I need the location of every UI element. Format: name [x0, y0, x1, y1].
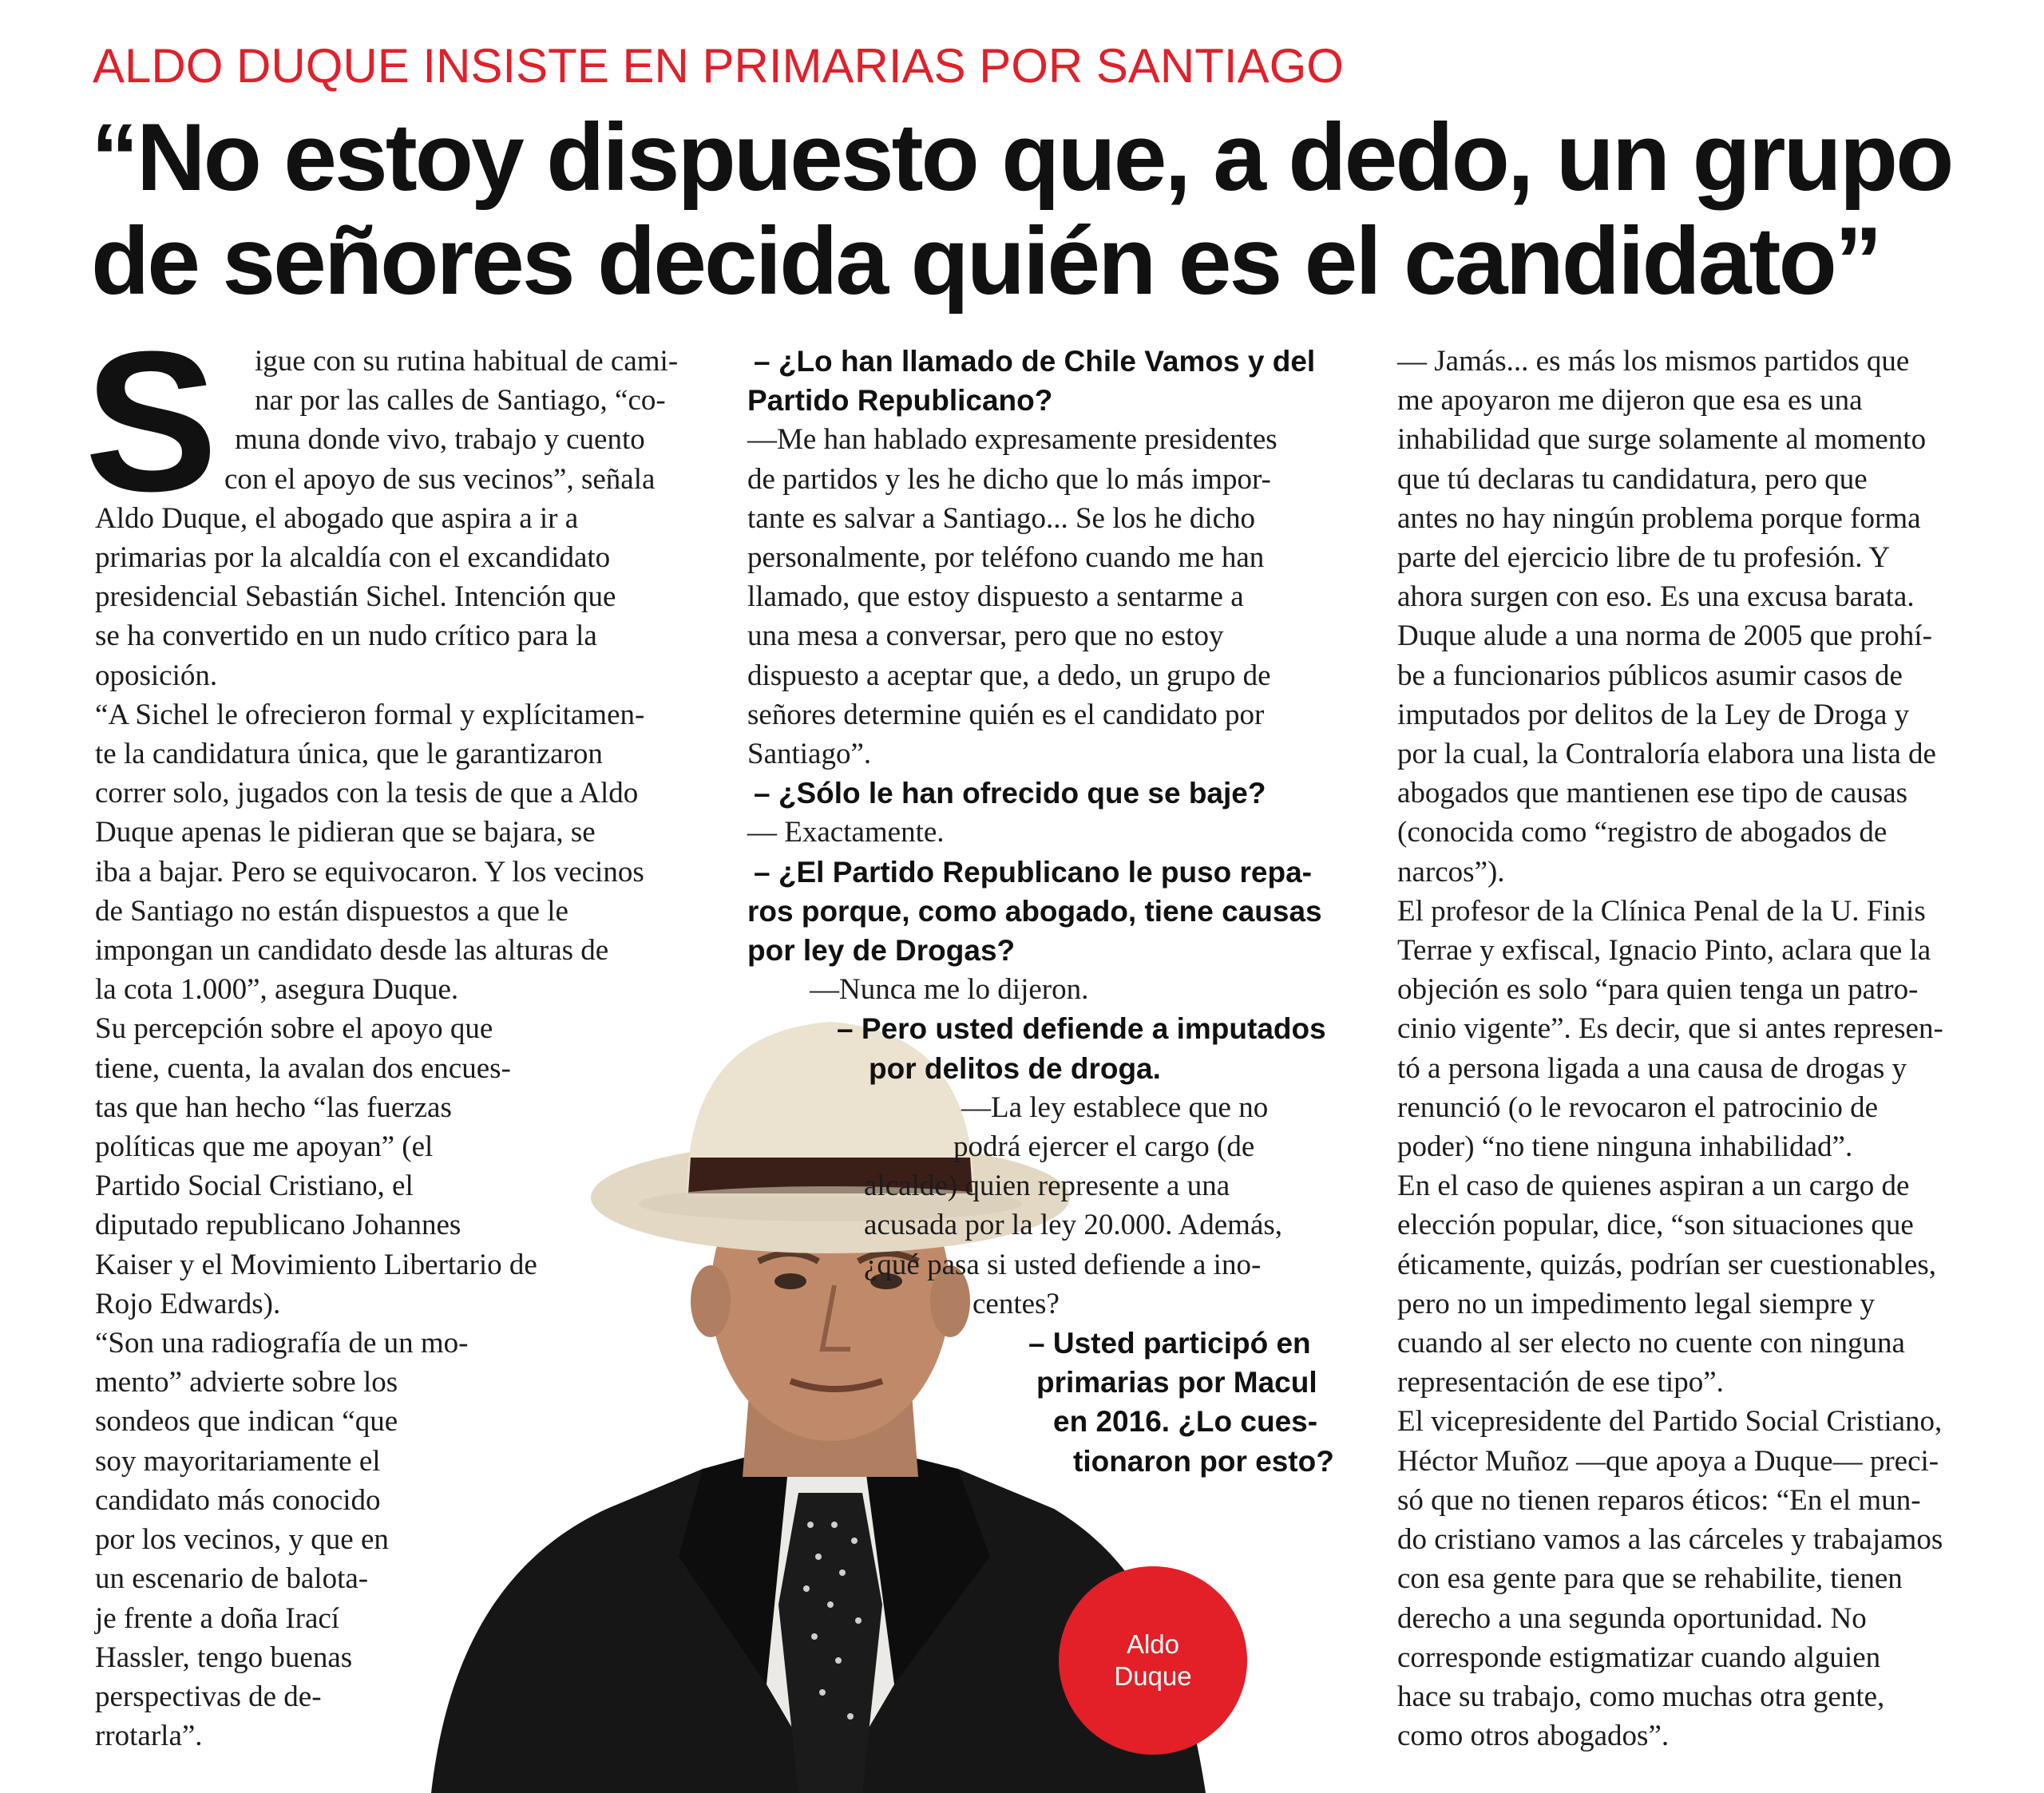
text-line: —Me han hablado expresamente presidentes: [747, 423, 1278, 457]
text-line: Hassler, tengo buenas: [95, 1641, 353, 1674]
text-line: só que no tienen reparos éticos: “En el mun-: [1397, 1483, 1921, 1517]
text-line: poder) “no tiene ninguna inhabilidad”.: [1397, 1130, 1853, 1164]
text-line: Kaiser y el Movimiento Libertario de: [95, 1248, 537, 1281]
interview-question: tionaron por esto?: [1073, 1444, 1334, 1478]
text-line: personalmente, por teléfono cuando me han: [747, 541, 1265, 575]
text-line: igue con su rutina habitual de cami-: [255, 345, 679, 378]
text-line: oposición.: [95, 659, 218, 692]
drop-cap: S: [85, 310, 218, 532]
text-line: En el caso de quienes aspiran a un cargo de: [1397, 1170, 1910, 1203]
text-line: representación de ese tipo”.: [1397, 1366, 1724, 1399]
text-line: impongan un candidato desde las alturas de: [95, 934, 609, 968]
text-line: abogados que mantienen ese tipo de causas: [1397, 777, 1908, 810]
text-line: con esa gente para que se rehabilite, tienen: [1397, 1562, 1903, 1596]
text-line: se ha convertido en un nudo crítico para la: [95, 619, 597, 653]
text-line: candidato más conocido: [95, 1483, 381, 1517]
text-line: primarias por la alcaldía con el excandidato: [95, 541, 611, 575]
caption-first-name: Aldo: [1126, 1629, 1180, 1659]
photo-caption-badge: [1059, 1566, 1247, 1755]
text-line: renunció (o le revocaron el patrocinio de: [1397, 1090, 1879, 1124]
text-line: muna donde vivo, trabajo y cuento: [235, 423, 645, 457]
text-line: Terrae y exfiscal, Ignacio Pinto, aclara que la: [1397, 934, 1931, 968]
article-headline: [91, 105, 2007, 313]
text-line: Santiago”.: [747, 738, 872, 771]
text-line: diputado republicano Johannes: [95, 1209, 461, 1242]
text-line: El vicepresidente del Partido Social Cristiano,: [1397, 1405, 1943, 1439]
text-line: — Exactamente.: [747, 816, 945, 849]
interview-question: – Pero usted defiende a imputados: [837, 1012, 1326, 1046]
text-line: parte del ejercicio libre de tu profesión. Y: [1397, 541, 1891, 575]
text-line: cuando al ser electo no cuente con ninguna: [1397, 1327, 1905, 1360]
text-line: como otros abogados”.: [1397, 1720, 1670, 1753]
text-line: Héctor Muñoz —que apoya a Duque— preci-: [1397, 1444, 1939, 1478]
text-line: “Son una radiografía de un mo-: [95, 1327, 469, 1360]
text-line: tó a persona ligada a una causa de drogas y: [1397, 1051, 1907, 1085]
text-line: correr solo, jugados con la tesis de que a Aldo: [95, 777, 639, 810]
text-line: sondeos que indican “que: [95, 1405, 398, 1439]
text-line: elección popular, dice, “son situaciones que: [1397, 1209, 1914, 1242]
text-line: El profesor de la Clínica Penal de la U. Finis: [1397, 894, 1926, 928]
text-line: de Santiago no están dispuestos a que le: [95, 894, 568, 928]
text-line: Su percepción sobre el apoyo que: [95, 1012, 493, 1046]
text-line: tas que han hecho “las fuerzas: [95, 1090, 452, 1124]
text-line: inhabilidad que surge solamente al momento: [1397, 423, 1927, 457]
text-line: ahora surgen con eso. Es una excusa barata.: [1397, 580, 1915, 614]
text-line: hace su trabajo, como muchas otra gente,: [1397, 1680, 1885, 1713]
interview-question: por delitos de droga.: [869, 1051, 1161, 1085]
text-line: perspectivas de de-: [95, 1680, 322, 1713]
text-line: Rojo Edwards).: [95, 1287, 281, 1320]
text-line: centes?: [972, 1287, 1060, 1320]
text-line: —La ley establece que no: [961, 1090, 1269, 1124]
text-line: tiene, cuenta, la avalan dos encues-: [95, 1051, 511, 1085]
text-line: con el apoyo de sus vecinos”, señala: [224, 462, 656, 496]
text-line: Duque alude a una norma de 2005 que prohí-: [1397, 619, 1932, 653]
text-line: —Nunca me lo dijeron.: [810, 973, 1089, 1007]
text-line: políticas que me apoyan” (el: [95, 1130, 434, 1164]
interview-question: Partido Republicano?: [747, 384, 1053, 418]
text-line: antes no hay ningún problema porque forma: [1397, 501, 1921, 535]
text-line: pero no un impedimento legal siempre y: [1397, 1287, 1876, 1320]
interview-question: ros porque, como abogado, tiene causas: [747, 894, 1322, 928]
text-line: je frente a doña Irací: [95, 1601, 340, 1635]
text-line: podrá ejercer el cargo (de: [953, 1130, 1255, 1164]
headline-line: “No estoy dispuesto que, a dedo, un grupo: [91, 104, 1952, 211]
text-line: dispuesto a aceptar que, a dedo, un grupo de: [747, 659, 1271, 692]
text-line: be a funcionarios públicos asumir casos de: [1397, 659, 1903, 692]
interview-question: – Usted participó en: [1028, 1327, 1311, 1360]
text-line: tante es salvar a Santiago... Se los he dicho: [747, 501, 1256, 535]
text-line: una mesa a conversar, pero que no estoy: [747, 619, 1224, 653]
headline-line: de señores decida quién es el candidato”: [91, 208, 1880, 315]
text-line: señores determine quién es el candidato por: [747, 698, 1265, 731]
text-line: éticamente, quizás, podrían ser cuestionables,: [1397, 1248, 1936, 1281]
text-line: ¿qué pasa si usted defiende a ino-: [864, 1248, 1262, 1281]
text-line: alcalde) quien represente a una: [864, 1170, 1230, 1203]
column-3: [1397, 342, 1943, 1755]
interview-question: primarias por Macul: [1036, 1366, 1317, 1399]
caption-last-name: Duque: [1114, 1661, 1192, 1691]
text-line: la cota 1.000”, asegura Duque.: [95, 973, 459, 1007]
text-line: rrotarla”.: [95, 1720, 203, 1753]
text-line: un escenario de balota-: [95, 1562, 369, 1596]
text-line: do cristiano vamos a las cárceles y trabajamos: [1397, 1523, 1943, 1557]
text-line: imputados por delitos de la Ley de Droga y: [1397, 698, 1910, 731]
interview-question: – ¿Sólo le han ofrecido que se baje?: [754, 777, 1266, 810]
text-line: — Jamás... es más los mismos partidos que: [1397, 345, 1910, 378]
text-line: “A Sichel le ofrecieron formal y explícitamen-: [95, 698, 645, 731]
text-line: derecho a una segunda oportunidad. No: [1397, 1601, 1867, 1635]
text-line: por la cual, la Contraloría elabora una lista de: [1397, 738, 1936, 771]
text-line: iba a bajar. Pero se equivocaron. Y los vecinos: [95, 855, 644, 889]
text-line: objeción es solo “para quien tenga un patro-: [1397, 973, 1919, 1007]
text-line: que tú declaras tu candidatura, pero que: [1397, 462, 1868, 496]
text-line: narcos”).: [1397, 855, 1505, 889]
text-line: Duque apenas le pidieran que se bajara, se: [95, 816, 596, 849]
interview-question: por ley de Drogas?: [747, 934, 1016, 968]
text-line: llamado, que estoy dispuesto a sentarme a: [747, 580, 1244, 614]
text-line: corresponde estigmatizar cuando alguien: [1397, 1641, 1881, 1674]
text-line: cinio vigente”. Es decir, que si antes represen-: [1397, 1012, 1943, 1046]
text-line: Partido Social Cristiano, el: [95, 1170, 414, 1203]
text-line: acusada por la ley 20.000. Además,: [864, 1209, 1283, 1242]
text-line: Aldo Duque, el abogado que aspira a ir a: [95, 501, 579, 535]
article-kicker: ALDO DUQUE INSISTE EN PRIMARIAS POR SANTIAGO: [93, 39, 1344, 93]
text-line: me apoyaron me dijeron que esa es una: [1397, 384, 1863, 418]
text-line: te la candidatura única, que le garantizaron: [95, 738, 603, 771]
text-line: nar por las calles de Santiago, “co-: [255, 384, 666, 418]
column-1: [95, 342, 678, 1755]
text-line: soy mayoritariamente el: [95, 1444, 381, 1478]
interview-question: en 2016. ¿Lo cues-: [1053, 1405, 1318, 1439]
text-line: presidencial Sebastián Sichel. Intención que: [95, 580, 616, 614]
column-2: [747, 342, 1334, 1481]
text-line: por los vecinos, y que en: [95, 1523, 389, 1557]
interview-question: – ¿Lo han llamado de Chile Vamos y del: [754, 345, 1316, 378]
text-line: (conocida como “registro de abogados de: [1397, 816, 1888, 849]
text-line: de partidos y les he dicho que lo más impor-: [747, 462, 1271, 496]
text-line: mento” advierte sobre los: [95, 1366, 398, 1399]
interview-question: – ¿El Partido Republicano le puso repa-: [754, 855, 1313, 889]
